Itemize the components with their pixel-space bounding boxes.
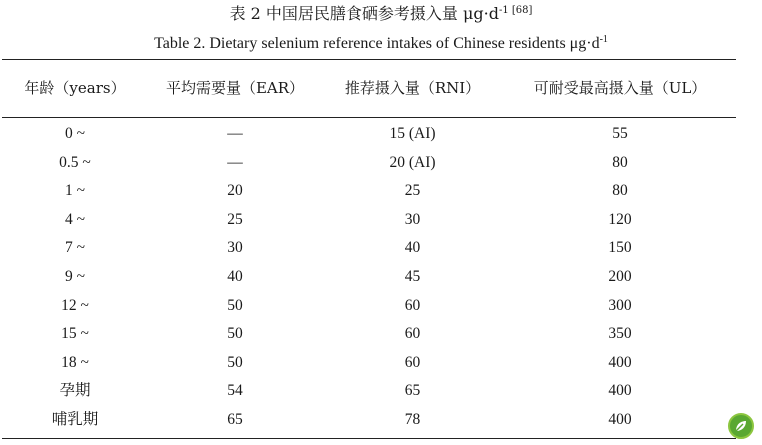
cell-age: 1 ~ bbox=[64, 182, 85, 200]
cell-rni: 60 bbox=[404, 353, 421, 371]
cell-ul: 350 bbox=[608, 325, 632, 343]
table-row bbox=[0, 206, 762, 234]
cell-age: 15 ~ bbox=[61, 325, 89, 343]
cell-rni: 30 bbox=[404, 210, 421, 228]
table-row bbox=[0, 234, 762, 262]
table-row bbox=[0, 149, 762, 177]
table-top-rule bbox=[2, 59, 736, 60]
cell-ul: 200 bbox=[608, 268, 632, 285]
cell-ear: 20 bbox=[227, 182, 243, 200]
cell-age: 0.5 ~ bbox=[59, 153, 91, 171]
header-age: 年龄（years） bbox=[24, 79, 126, 97]
table-row bbox=[0, 177, 762, 205]
cell-age: 孕期 bbox=[59, 382, 91, 400]
cell-ear: 50 bbox=[227, 325, 243, 343]
cell-ul: 80 bbox=[612, 153, 628, 171]
cell-ear: 40 bbox=[227, 268, 243, 285]
cell-rni: 45 bbox=[404, 268, 421, 285]
table-row bbox=[0, 320, 762, 348]
cell-ear: 30 bbox=[227, 239, 243, 257]
cell-ul: 400 bbox=[608, 353, 632, 371]
cell-age: 12 ~ bbox=[61, 296, 89, 314]
cell-ear: 50 bbox=[227, 353, 243, 371]
cell-ear: — bbox=[227, 153, 243, 171]
table-bottom-rule bbox=[2, 438, 736, 439]
cell-ear: 65 bbox=[227, 411, 243, 428]
table-row bbox=[0, 120, 762, 148]
cell-age: 4 ~ bbox=[64, 210, 85, 228]
table-row bbox=[0, 292, 762, 320]
leaf-logo-icon bbox=[728, 413, 754, 439]
cell-ul: 400 bbox=[608, 382, 632, 400]
cell-ul: 150 bbox=[608, 239, 632, 257]
cell-ear: — bbox=[227, 125, 243, 142]
cell-rni: 78 bbox=[404, 411, 421, 428]
table-caption-cn bbox=[0, 4, 762, 24]
table-caption-en bbox=[0, 34, 762, 54]
header-ul: 可耐受最高摄入量（UL） bbox=[533, 79, 707, 97]
cell-ul: 120 bbox=[608, 210, 632, 228]
cell-rni: 25 bbox=[404, 182, 421, 200]
caption-cn-sup: -1 [68] bbox=[498, 5, 533, 16]
table-row bbox=[0, 377, 762, 405]
caption-en-sup: -1 bbox=[599, 34, 608, 45]
cell-ear: 50 bbox=[227, 296, 243, 314]
cell-ul: 300 bbox=[608, 296, 632, 314]
cell-ul: 80 bbox=[612, 182, 628, 200]
cell-rni: 40 bbox=[404, 239, 421, 257]
cell-ul: 400 bbox=[608, 411, 632, 428]
cell-rni: 15 (AI) bbox=[389, 125, 436, 142]
cell-rni: 60 bbox=[404, 296, 421, 314]
cell-age: 18 ~ bbox=[61, 353, 89, 371]
table-row bbox=[0, 263, 762, 291]
table-header-row bbox=[0, 74, 762, 102]
caption-en-text: Table 2. Dietary selenium reference intakes of Chinese residents μg·d bbox=[154, 35, 600, 52]
table-header-rule bbox=[2, 117, 736, 118]
caption-cn-text: 表 2 中国居民膳食硒参考摄入量 μg·d bbox=[229, 4, 499, 23]
cell-age: 9 ~ bbox=[64, 268, 85, 285]
cell-age: 0 ~ bbox=[64, 125, 85, 142]
cell-ul: 55 bbox=[612, 125, 628, 142]
cell-ear: 54 bbox=[227, 382, 243, 400]
cell-age: 7 ~ bbox=[64, 239, 85, 257]
header-rni: 推荐摄入量（RNI） bbox=[344, 79, 481, 97]
cell-rni: 20 (AI) bbox=[389, 153, 436, 171]
header-ear: 平均需要量（EAR） bbox=[165, 79, 305, 97]
cell-rni: 60 bbox=[404, 325, 421, 343]
cell-ear: 25 bbox=[227, 210, 243, 228]
cell-rni: 65 bbox=[404, 382, 421, 400]
table-row bbox=[0, 406, 762, 434]
table-row bbox=[0, 349, 762, 377]
cell-age: 哺乳期 bbox=[51, 411, 99, 428]
